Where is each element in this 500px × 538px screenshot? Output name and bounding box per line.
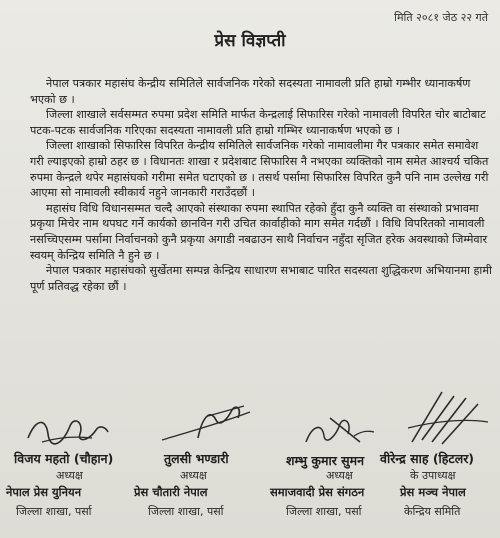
signatures-row [0, 398, 500, 538]
signatory-branch: केन्द्रिय समिति [404, 505, 461, 518]
signatory-org: नेपाल प्रेस युनियन [6, 485, 82, 499]
signatory-org: समाजवादी प्रेस संगठन [270, 485, 365, 499]
signatory-name: वीरेन्द्र साह (हिटलर) [380, 451, 475, 466]
paragraph: महासंघ विधि विधानसम्मत चल्दै आएको संस्थाका रुपमा स्थापित रहेको हुँदा कुनै व्यक्ति वा संस्थाको प्रभावमा प्रकृया मिचेर नाम थपघट गर्ने कार्यको छानविन गरी उचित कार्वाहीको माग समेत गर्दछौं । विधि विपरितको नामावली नसच्चिएसम्म पर्सामा निर्वाचनको कुनै प्रकृया अगाडी नबढाउन साथै निर्वाचन नहुँदा सृजित हरेक अवस्थाको जिम्मेवार स्वयम् केन्द्रिय समिति नै हुने छ । [30, 201, 488, 262]
paragraph: जिल्ला शाखाको सिफारिस विपरित केन्द्रीय समितिले सार्वजनिक गरेको नामावलीमा गैर पत्रकार समेत समावेश गरी ल्याइएको हाम्रो ठहर छ । विधानतः शाखा र प्रदेशबाट सिफारिस नै नभएका व्यक्तिको नाम समेत आश्चर्य चकित रुपमा केन्द्रले थपेर महासंघको गरीमा समेत घटाएको छ । तसर्थ पर्सामा सिफारिस विपरित कुनै पनि नाम उल्लेख गरी आएमा सो नामावली स्वीकार्य नहुने जानकारी गराउँदछौं । [30, 139, 489, 200]
signature-mark [158, 398, 254, 450]
document-title: प्रेस विज्ञप्ती [214, 31, 286, 51]
signatory-role: के उपाध्यक्ष [410, 469, 456, 482]
release-date: मिति २०८१ जेठ २२ गते [394, 11, 488, 24]
signatory-org: प्रेस चौतारी नेपाल [134, 485, 208, 499]
paragraph: नेपाल पत्रकार महासंघ केन्द्रीय समितिले सार्वजनिक गरेको सदस्यता नामावली प्रति हाम्रो गम्भीर ध्यानाकर्षण भएको छ । [30, 77, 471, 106]
paragraph: जिल्ला शाखाले सर्वसम्मत रुपमा प्रदेश समिति मार्फत केन्द्रलाई सिफारिस गरेको नामावली विपरित चोर बाटोबाट पटक-पटक सार्वजनिक गरिएका सदस्यता नामावली प्रति हाम्रो गम्भिर ध्यानाकर्षण भएको छ । [30, 108, 486, 137]
signatory-branch: जिल्ला शाखा, पर्सा [148, 505, 224, 518]
signatory-org: प्रेस मञ्च नेपाल [400, 485, 466, 499]
signatory-name: तुलसी भण्डारी [164, 451, 229, 466]
signature-mark [22, 408, 112, 452]
signature-mark [402, 382, 492, 452]
signatory-branch: जिल्ला शाखा, पर्सा [286, 505, 362, 518]
release-body [30, 76, 492, 294]
signatory-role: अध्यक्ष [326, 469, 353, 482]
paragraph: नेपाल पत्रकार महासंघको सुर्खेतमा सम्पन्न केन्द्रिय साधारण सभाबाट पारित सदस्यता शुद्धिकरण अभियानमा हामी पूर्ण प्रतिवद्ध रहेका छौं । [30, 264, 492, 293]
signature-mark [300, 406, 380, 452]
signatory-role: अध्यक्ष [180, 469, 207, 482]
signatory-name: शम्भु कुमार सुमन [286, 453, 365, 468]
signatory-name: विजय महतो (चौहान) [14, 451, 114, 466]
signatory-role: अध्यक्ष [56, 469, 83, 482]
signatory-branch: जिल्ला शाखा, पर्सा [16, 505, 92, 518]
